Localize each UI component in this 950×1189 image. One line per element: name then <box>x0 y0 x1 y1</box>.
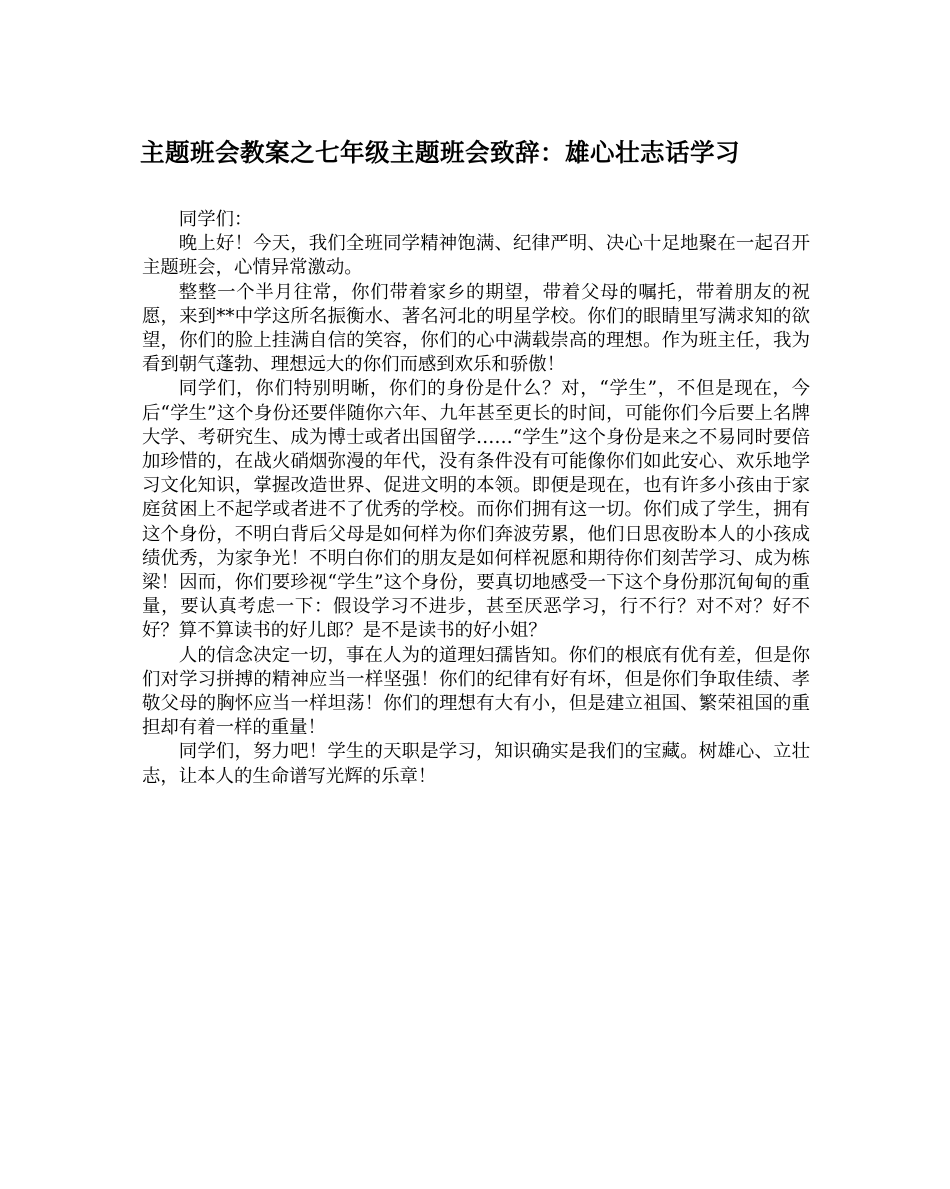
paragraph-belief: 人的信念决定一切，事在人为的道理妇孺皆知。你们的根底有优有差，但是你们对学习拼搏的精神应当一样坚强！你们的纪律有好有坏，但是你们争取佳绩、孝敬父母的胸怀应当一样坦荡！你们的理想有大有小，但是建立祖国、繁荣祖国的重担却有着一样的重量！ <box>142 644 810 739</box>
document-body <box>142 208 810 789</box>
document-title: 主题班会教案之七年级主题班会致辞：雄心壮志话学习 <box>140 138 740 167</box>
paragraph-closing: 同学们，努力吧！学生的天职是学习，知识确实是我们的宝藏。树雄心、立壮志，让本人的生命谱写光辉的乐章！ <box>142 741 810 787</box>
paragraph-greeting: 同学们： <box>178 209 253 230</box>
paragraph-student-identity: 同学们，你们特别明晰，你们的身份是什么？对，“学生”，不但是现在，今后“学生”这个身份还要伴随你六年、九年甚至更长的时间，可能你们今后要上名牌大学、考研究生、成为博士或者出国留学……“学生”这个身份是来之不易同时要倍加珍惜的，在战火硝烟弥漫的年代，没有条件没有可能像你们如此安心、欢乐地学习文化知识，掌握改造世界、促进文明的本领。即便是现在，也有许多小孩由于家庭贫困上不起学或者进不了优秀的学校。而你们拥有这一切。你们成了学生，拥有这个身份，不明白背后父母是如何样为你们奔波劳累，他们日思夜盼本人的小孩成绩优秀，为家争光！不明白你们的朋友是如何样祝愿和期待你们刻苦学习、成为栋梁！因而，你们要珍视“学生”这个身份，要真切地感受一下这个身份那沉甸甸的重量，要认真考虑一下：假设学习不进步，甚至厌恶学习，行不行？对不对？好不好？算不算读书的好儿郎？是不是读书的好小姐？ <box>142 378 810 642</box>
paragraph-arrival: 整整一个半月往常，你们带着家乡的期望，带着父母的嘱托，带着朋友的祝愿，来到**中学这所名振衡水、著名河北的明星学校。你们的眼睛里写满求知的欲望，你们的脸上挂满自信的笑容，你们的心中满载崇高的理想。作为班主任，我为看到朝气蓬勃、理想远大的你们而感到欢乐和骄傲！ <box>142 281 810 376</box>
paragraph-opening: 晚上好！今天，我们全班同学精神饱满、纪律严明、决心十足地聚在一起召开主题班会，心情异常激动。 <box>142 233 810 279</box>
